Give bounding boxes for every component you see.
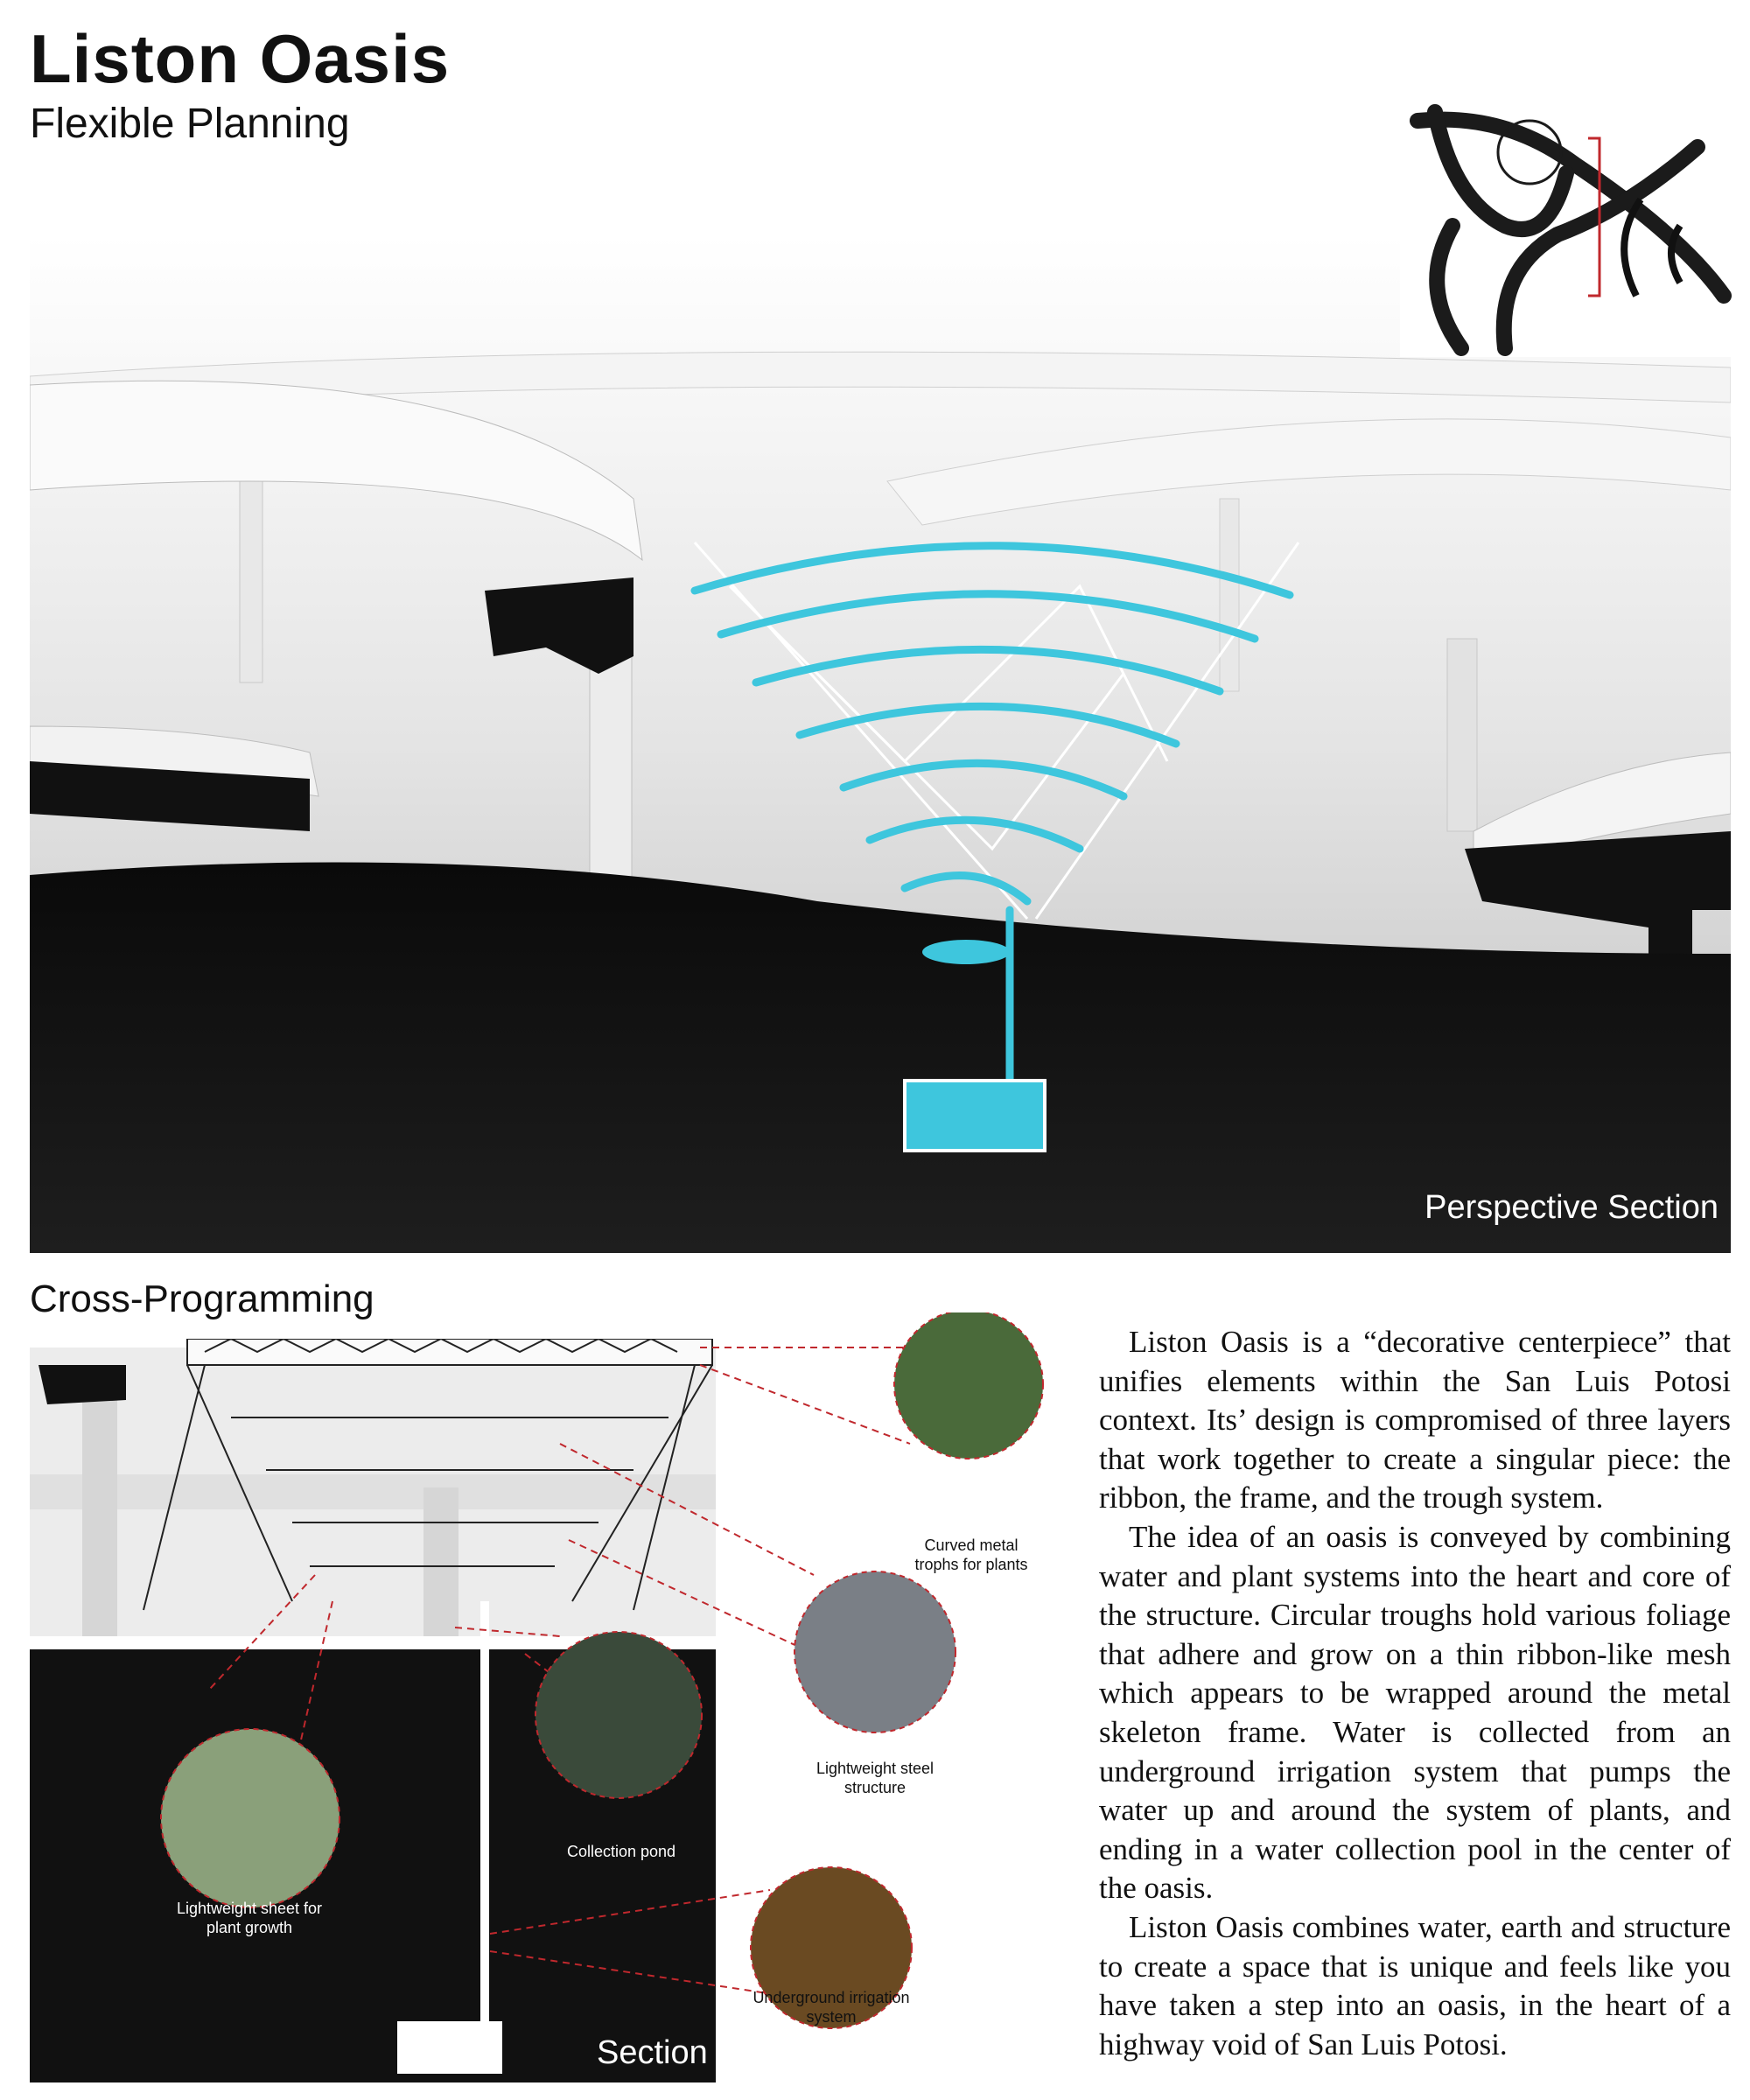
- callout-trophs: [894, 1312, 1043, 1459]
- callout-irrigation-label: Underground irrigation system: [752, 1989, 910, 2026]
- cross-programming-heading: Cross-Programming: [30, 1278, 374, 1320]
- collection-pool: [922, 940, 1010, 964]
- page-title: Liston Oasis: [30, 20, 451, 97]
- perspective-section-illustration: [30, 236, 1731, 1253]
- page-subtitle: Flexible Planning: [30, 101, 350, 147]
- highway-plan-inset: [1400, 94, 1732, 357]
- callout-bubbles: [0, 1312, 1076, 2082]
- callout-steel-label: Lightweight steel structure: [816, 1760, 934, 1796]
- callout-trophs-label: Curved metal trophs for plants: [914, 1536, 1028, 1573]
- callout-pond-label: Collection pond: [566, 1843, 676, 1860]
- body-paragraph: The idea of an oasis is conveyed by combining water and plant systems into the heart and core of the structure. Circular troughs hold various foliage that adhere and grow on a thin ribbon-like mesh which appears to be wrapped around the metal skeleton frame. Water is collected from an underground irrigation system that pumps the water up and around the system of plants, and ending in a water collection pool in the center of the oasis.: [1099, 1519, 1731, 1906]
- column: [1447, 639, 1477, 831]
- callout-sheet-label: Lightweight sheet for plant growth: [176, 1900, 323, 1936]
- callout-sheet: [161, 1729, 340, 1908]
- water-tank: [905, 1081, 1045, 1151]
- perspective-label: Perspective Section: [1424, 1189, 1718, 1226]
- column: [240, 455, 262, 682]
- body-paragraph: Liston Oasis combines water, earth and structure to create a space that is unique and feels like you have taken a step into an oasis, in the heart of a highway void of San Luis Potosi.: [1099, 1909, 1731, 2062]
- body-paragraph: Liston Oasis is a “decorative centerpiece” that unifies elements within the San Luis Potosi context. Its’ design is compromised of three layers that work together to create a singular piece: the ribbon, the frame, and the trough system.: [1099, 1325, 1731, 1516]
- body-text: [1099, 1323, 1731, 2064]
- section-label: Section: [597, 2034, 708, 2071]
- callout-steel: [794, 1572, 956, 1732]
- column: [1220, 499, 1239, 691]
- callout-pond: [536, 1632, 702, 1798]
